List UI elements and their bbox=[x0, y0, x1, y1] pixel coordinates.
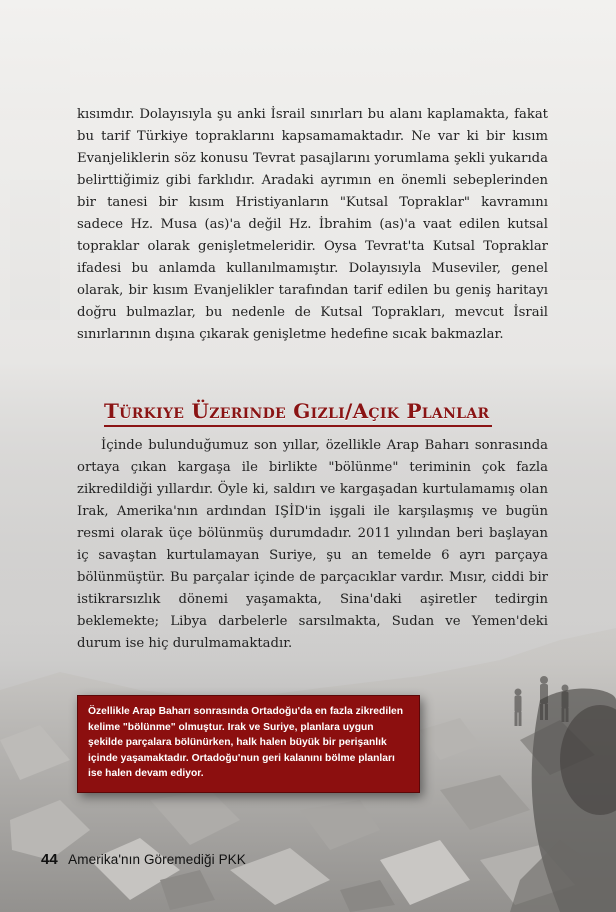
book-title: Amerika'nın Göremediği PKK bbox=[68, 852, 246, 867]
callout-box bbox=[77, 695, 420, 793]
page-number: 44 bbox=[41, 851, 58, 868]
callout-text: Özellikle Arap Baharı sonrasında Ortadoğu'da en fazla zikredilen kelime "bölünme" olmuştur. Irak ve Suriye, planlara uygun şekilde parçalara bölünürken, halk halen büyük bir perişanlık içinde yaşamaktadır. Ortadoğu'nun geri kalanını bölme planları ise halen devam ediyor. bbox=[88, 706, 404, 779]
section-heading: Türkiye Üzerinde Gizli/Açık Planlar bbox=[104, 399, 490, 423]
page-footer bbox=[41, 851, 246, 869]
body-paragraph-2: İçinde bulunduğumuz son yıllar, özellikle Arap Baharı sonrasında ortaya çıkan kargaşa ile birlikte "bölünme" teriminin çok fazla zikredildiği yıllardır. Öyle ki, saldırı ve kargaşadan kurtulamamış olan Irak, Amerika'nın ardından IŞİD'in işgali ile karşılaşmış ve bugün resmi olarak üçe bölünmüş durumdadır. 2011 yılından beri başlayan iç savaştan kurtulamayan Suriye, şu an temelde 6 ayrı parçaya bölünmüştür. Bu parçalar içinde de parçacıklar vardır. Mısır, ciddi bir istikrarsızlık dönemi yaşamakta, Sina'daki aşiretler tedirgin beklemekte; Libya darbelerle sarsılmakta, Sudan ve Yemen'deki durum ise hiç durulmamaktadır. bbox=[77, 438, 548, 651]
heading-underline bbox=[104, 425, 492, 427]
body-paragraph-1: kısımdır. Dolayısıyla şu anki İsrail sınırları bu alanı kaplamakta, fakat bu tarif Türkiye topraklarını kapsamamaktadır. Ne var ki bir kısım Evanjeliklerin söz konusu Tevrat pasajlarını yorumlama şekli yukarıda belirttiğimiz gibi farklıdır. Aradaki ayrımın en önemli sebeplerinden bir tanesi bir kısım Hristiyanların "Kutsal Topraklar" kavramını sadece Hz. Musa (as)'a değil Hz. İbrahim (as)'a vaat edilen kutsal topraklar olarak genişletmeleridir. Oysa Tevrat'ta Kutsal Topraklar ifadesi bu anlamda kullanılmamıştır. Dolayısıyla Museviler, genel olarak, bir kısım Evanjelikler tarafından tarif edilen bu geniş haritayı doğru bulmazlar, bu nedenle de Kutsal Toprakları, mevcut İsrail sınırlarının dışına çıkarak genişletme hedefine sıcak bakmazlar. bbox=[77, 107, 548, 342]
